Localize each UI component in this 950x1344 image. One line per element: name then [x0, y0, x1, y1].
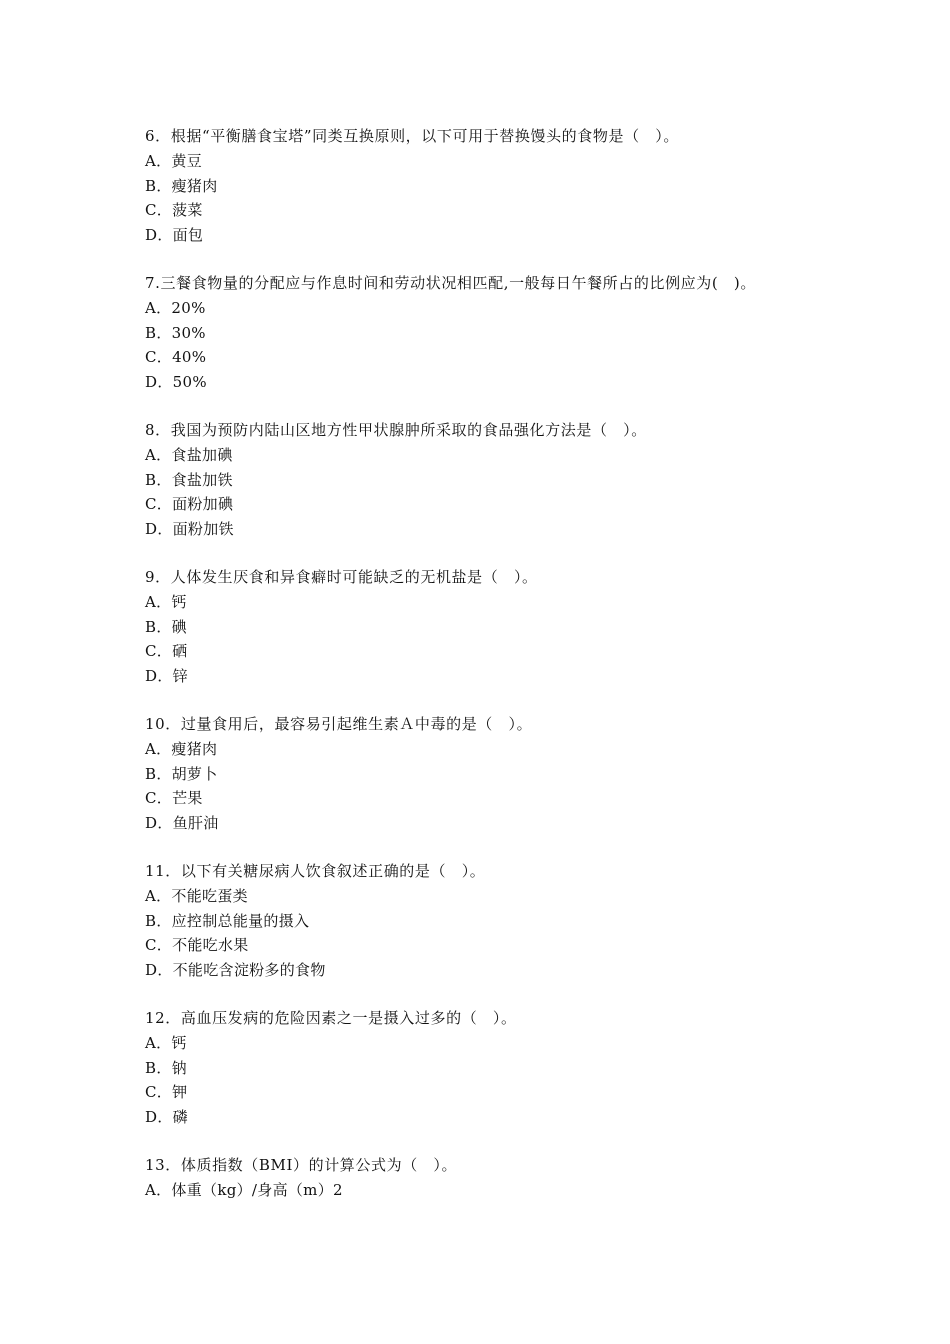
option-d: D．面包	[145, 226, 204, 245]
option-a: A．体重（kg）/身高（m）2	[145, 1180, 343, 1199]
option-c: C．菠菜	[145, 201, 203, 220]
question-stem: 13．体质指数（BMI）的计算公式为（ ）。	[145, 1156, 458, 1174]
question-stem: 7.三餐食物量的分配应与作息时间和劳动状况相匹配,一般每日午餐所占的比例应为( )。	[145, 274, 756, 292]
option-c: C．芒果	[145, 789, 203, 808]
question-9	[145, 565, 845, 689]
question-11	[145, 859, 845, 983]
question-13	[145, 1153, 845, 1203]
question-stem: 11．以下有关糖尿病人饮食叙述正确的是（ ）。	[145, 862, 486, 880]
option-b: B．胡萝卜	[145, 764, 218, 783]
option-d: D．面粉加铁	[145, 520, 234, 539]
option-c: C．钾	[145, 1083, 188, 1102]
option-b: B．碘	[145, 617, 187, 636]
option-b: B．瘦猪肉	[145, 176, 218, 195]
option-c: C．硒	[145, 642, 188, 661]
option-a: A．不能吃蛋类	[145, 886, 248, 905]
option-d: D．鱼肝油	[145, 814, 219, 833]
option-b: B．30%	[145, 323, 206, 342]
option-a: A．钙	[145, 592, 187, 611]
question-stem: 12．高血压发病的危险因素之一是摄入过多的（ ）。	[145, 1009, 517, 1027]
question-7	[145, 271, 845, 395]
question-stem: 10．过量食用后，最容易引起维生素Ａ中毒的是（ ）。	[145, 715, 533, 733]
question-12	[145, 1006, 845, 1130]
question-6	[145, 124, 845, 248]
option-d: D．磷	[145, 1108, 188, 1127]
option-a: A．黄豆	[145, 151, 203, 170]
option-d: D．不能吃含淀粉多的食物	[145, 961, 326, 980]
option-a: A．20%	[145, 298, 206, 317]
option-c: C．40%	[145, 348, 207, 367]
option-a: A．钙	[145, 1033, 187, 1052]
question-8	[145, 418, 845, 542]
option-a: A．瘦猪肉	[145, 739, 218, 758]
question-stem: 6．根据“平衡膳食宝塔”同类互换原则，以下可用于替换馒头的食物是（ ）。	[145, 127, 679, 145]
option-b: B．应控制总能量的摄入	[145, 911, 310, 930]
option-d: D．锌	[145, 667, 188, 686]
option-b: B．食盐加铁	[145, 470, 233, 489]
option-c: C．面粉加碘	[145, 495, 234, 514]
question-stem: 9．人体发生厌食和异食癖时可能缺乏的无机盐是（ ）。	[145, 568, 538, 586]
question-10	[145, 712, 845, 836]
option-b: B．钠	[145, 1058, 187, 1077]
option-a: A．食盐加碘	[145, 445, 233, 464]
option-d: D．50%	[145, 373, 207, 392]
option-c: C．不能吃水果	[145, 936, 249, 955]
question-stem: 8．我国为预防内陆山区地方性甲状腺肿所采取的食品强化方法是（ ）。	[145, 421, 647, 439]
